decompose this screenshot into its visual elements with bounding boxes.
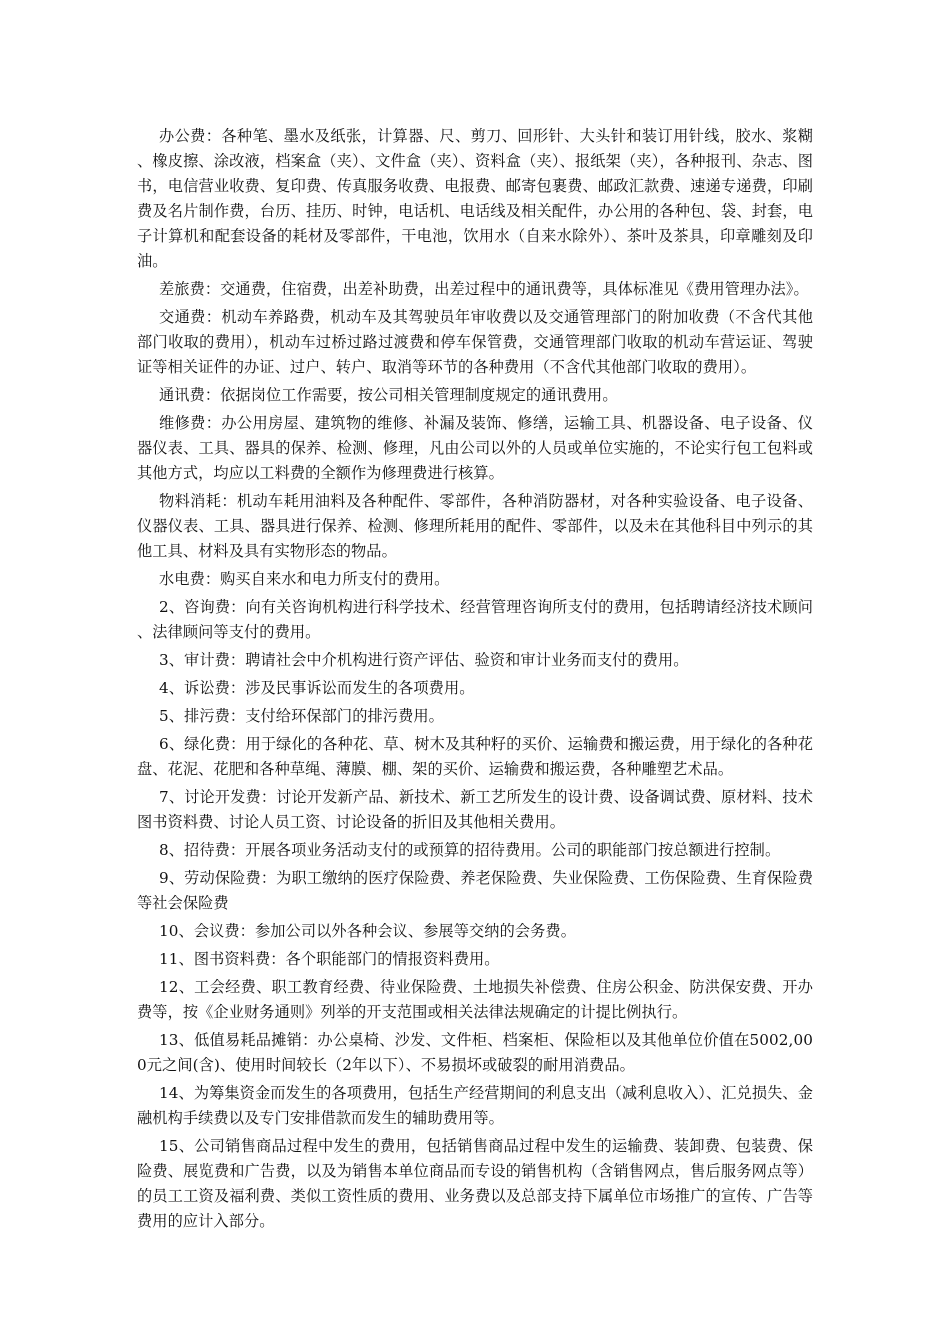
paragraph-consulting-fee: 2、咨询费：向有关咨询机构进行科学技术、经营管理咨询所支付的费用，包括聘请经济技术顾问、法律顾问等支付的费用。 bbox=[137, 598, 813, 641]
document-body bbox=[137, 124, 813, 1237]
paragraph-books-materials: 11、图书资料费：各个职能部门的情报资料费用。 bbox=[159, 950, 500, 968]
paragraph-material-consumption: 物料消耗：机动车耗用油料及各种配件、零部件，各种消防器材，对各种实验设备、电子设备、仪器仪表、工具、器具进行保养、检测、修理所耗用的配件、零部件，以及未在其他科目中列示的其他工具、材料及具有实物形态的物品。 bbox=[137, 492, 813, 560]
paragraph-travel-expense: 差旅费：交通费，住宿费，出差补助费，出差过程中的通讯费等，具体标准见《费用管理办法》。 bbox=[159, 280, 809, 298]
paragraph-meeting-fee: 10、会议费：参加公司以外各种会议、参展等交纳的会务费。 bbox=[159, 922, 577, 940]
paragraph-financing-costs: 14、为筹集资金而发生的各项费用，包括生产经营期间的利息支出（减利息收入）、汇兑损失、金融机构手续费以及专门安排借款而发生的辅助费用等。 bbox=[137, 1084, 814, 1127]
paragraph-entertainment-fee: 8、招待费：开展各项业务活动支付的或预算的招待费用。公司的职能部门按总额进行控制。 bbox=[159, 841, 781, 859]
paragraph-union-fees: 12、工会经费、职工教育经费、待业保险费、土地损失补偿费、住房公积金、防洪保安费、开办费等，按《企业财务通则》列举的开支范围或相关法律法规确定的计提比例执行。 bbox=[137, 978, 813, 1021]
paragraph-office-expense: 办公费：各种笔、墨水及纸张，计算器、尺、剪刀、回形针、大头针和装订用针线，胶水、浆糊、橡皮擦、涂改液，档案盒（夹）、文件盒（夹）、资料盒（夹）、报纸架（夹），各种报刊、杂志、图书，电信营业收费、复印费、传真服务收费、电报费、邮寄包裹费、邮政汇款费、速递专递费，印刷费及名片制作费，台历、挂历、时钟，电话机、电话线及相关配件，办公用的各种包、袋、封套，电子计算机和配套设备的耗材及零部件，干电池，饮用水（自来水除外）、茶叶及茶具，印章雕刻及印油。 bbox=[137, 127, 813, 270]
paragraph-labor-insurance: 9、劳动保险费：为职工缴纳的医疗保险费、养老保险费、失业保险费、工伤保险费、生育保险费等社会保险费 bbox=[137, 869, 813, 912]
paragraph-litigation-fee: 4、诉讼费：涉及民事诉讼而发生的各项费用。 bbox=[159, 679, 475, 697]
paragraph-transport-expense: 交通费：机动车养路费，机动车及其驾驶员年审收费以及交通管理部门的附加收费（不含代其他部门收取的费用），机动车过桥过路过渡费和停车保管费，交通管理部门收取的机动车营运证、驾驶证等相关证件的办证、过户、转户、取消等环节的各种费用（不含代其他部门收取的费用）。 bbox=[137, 308, 813, 376]
paragraph-research-fee: 7、讨论开发费：讨论开发新产品、新技术、新工艺所发生的设计费、设备调试费、原材料、技术图书资料费、讨论人员工资、讨论设备的折旧及其他相关费用。 bbox=[137, 788, 813, 831]
paragraph-low-value-consumables: 13、低值易耗品摊销：办公桌椅、沙发、文件柜、档案柜、保险柜以及其他单位价值在5002,000元之间(含)、使用时间较长（2年以下）、不易损坏或破裂的耐用消费品。 bbox=[137, 1031, 813, 1074]
paragraph-utilities-expense: 水电费：购买自来水和电力所支付的费用。 bbox=[159, 570, 450, 588]
paragraph-audit-fee: 3、审计费：聘请社会中介机构进行资产评估、验资和审计业务而支付的费用。 bbox=[159, 651, 689, 669]
paragraph-maintenance-expense: 维修费：办公用房屋、建筑物的维修、补漏及装饰、修缮，运输工具、机器设备、电子设备、仪器仪表、工具、器具的保养、检测、修理，凡由公司以外的人员或单位实施的，不论实行包工包料或其他方式，均应以工料费的全额作为修理费进行核算。 bbox=[137, 414, 813, 482]
paragraph-sales-expense: 15、公司销售商品过程中发生的费用，包括销售商品过程中发生的运输费、装卸费、包装费、保险费、展览费和广告费，以及为销售本单位商品而专设的销售机构（含销售网点，售后服务网点等）的员工工资及福利费、类似工资性质的费用、业务费以及总部支持下属单位市场推广的宣传、广告等费用的应计入部分。 bbox=[137, 1137, 813, 1230]
paragraph-communication-expense: 通讯费：依据岗位工作需要，按公司相关管理制度规定的通讯费用。 bbox=[159, 386, 618, 404]
paragraph-greening-fee: 6、绿化费：用于绿化的各种花、草、树木及其种籽的买价、运输费和搬运费，用于绿化的各种花盘、花泥、花肥和各种草绳、薄膜、棚、架的买价、运输费和搬运费，各种雕塑艺术品。 bbox=[137, 735, 813, 778]
paragraph-pollution-fee: 5、排污费：支付给环保部门的排污费用。 bbox=[159, 707, 444, 725]
